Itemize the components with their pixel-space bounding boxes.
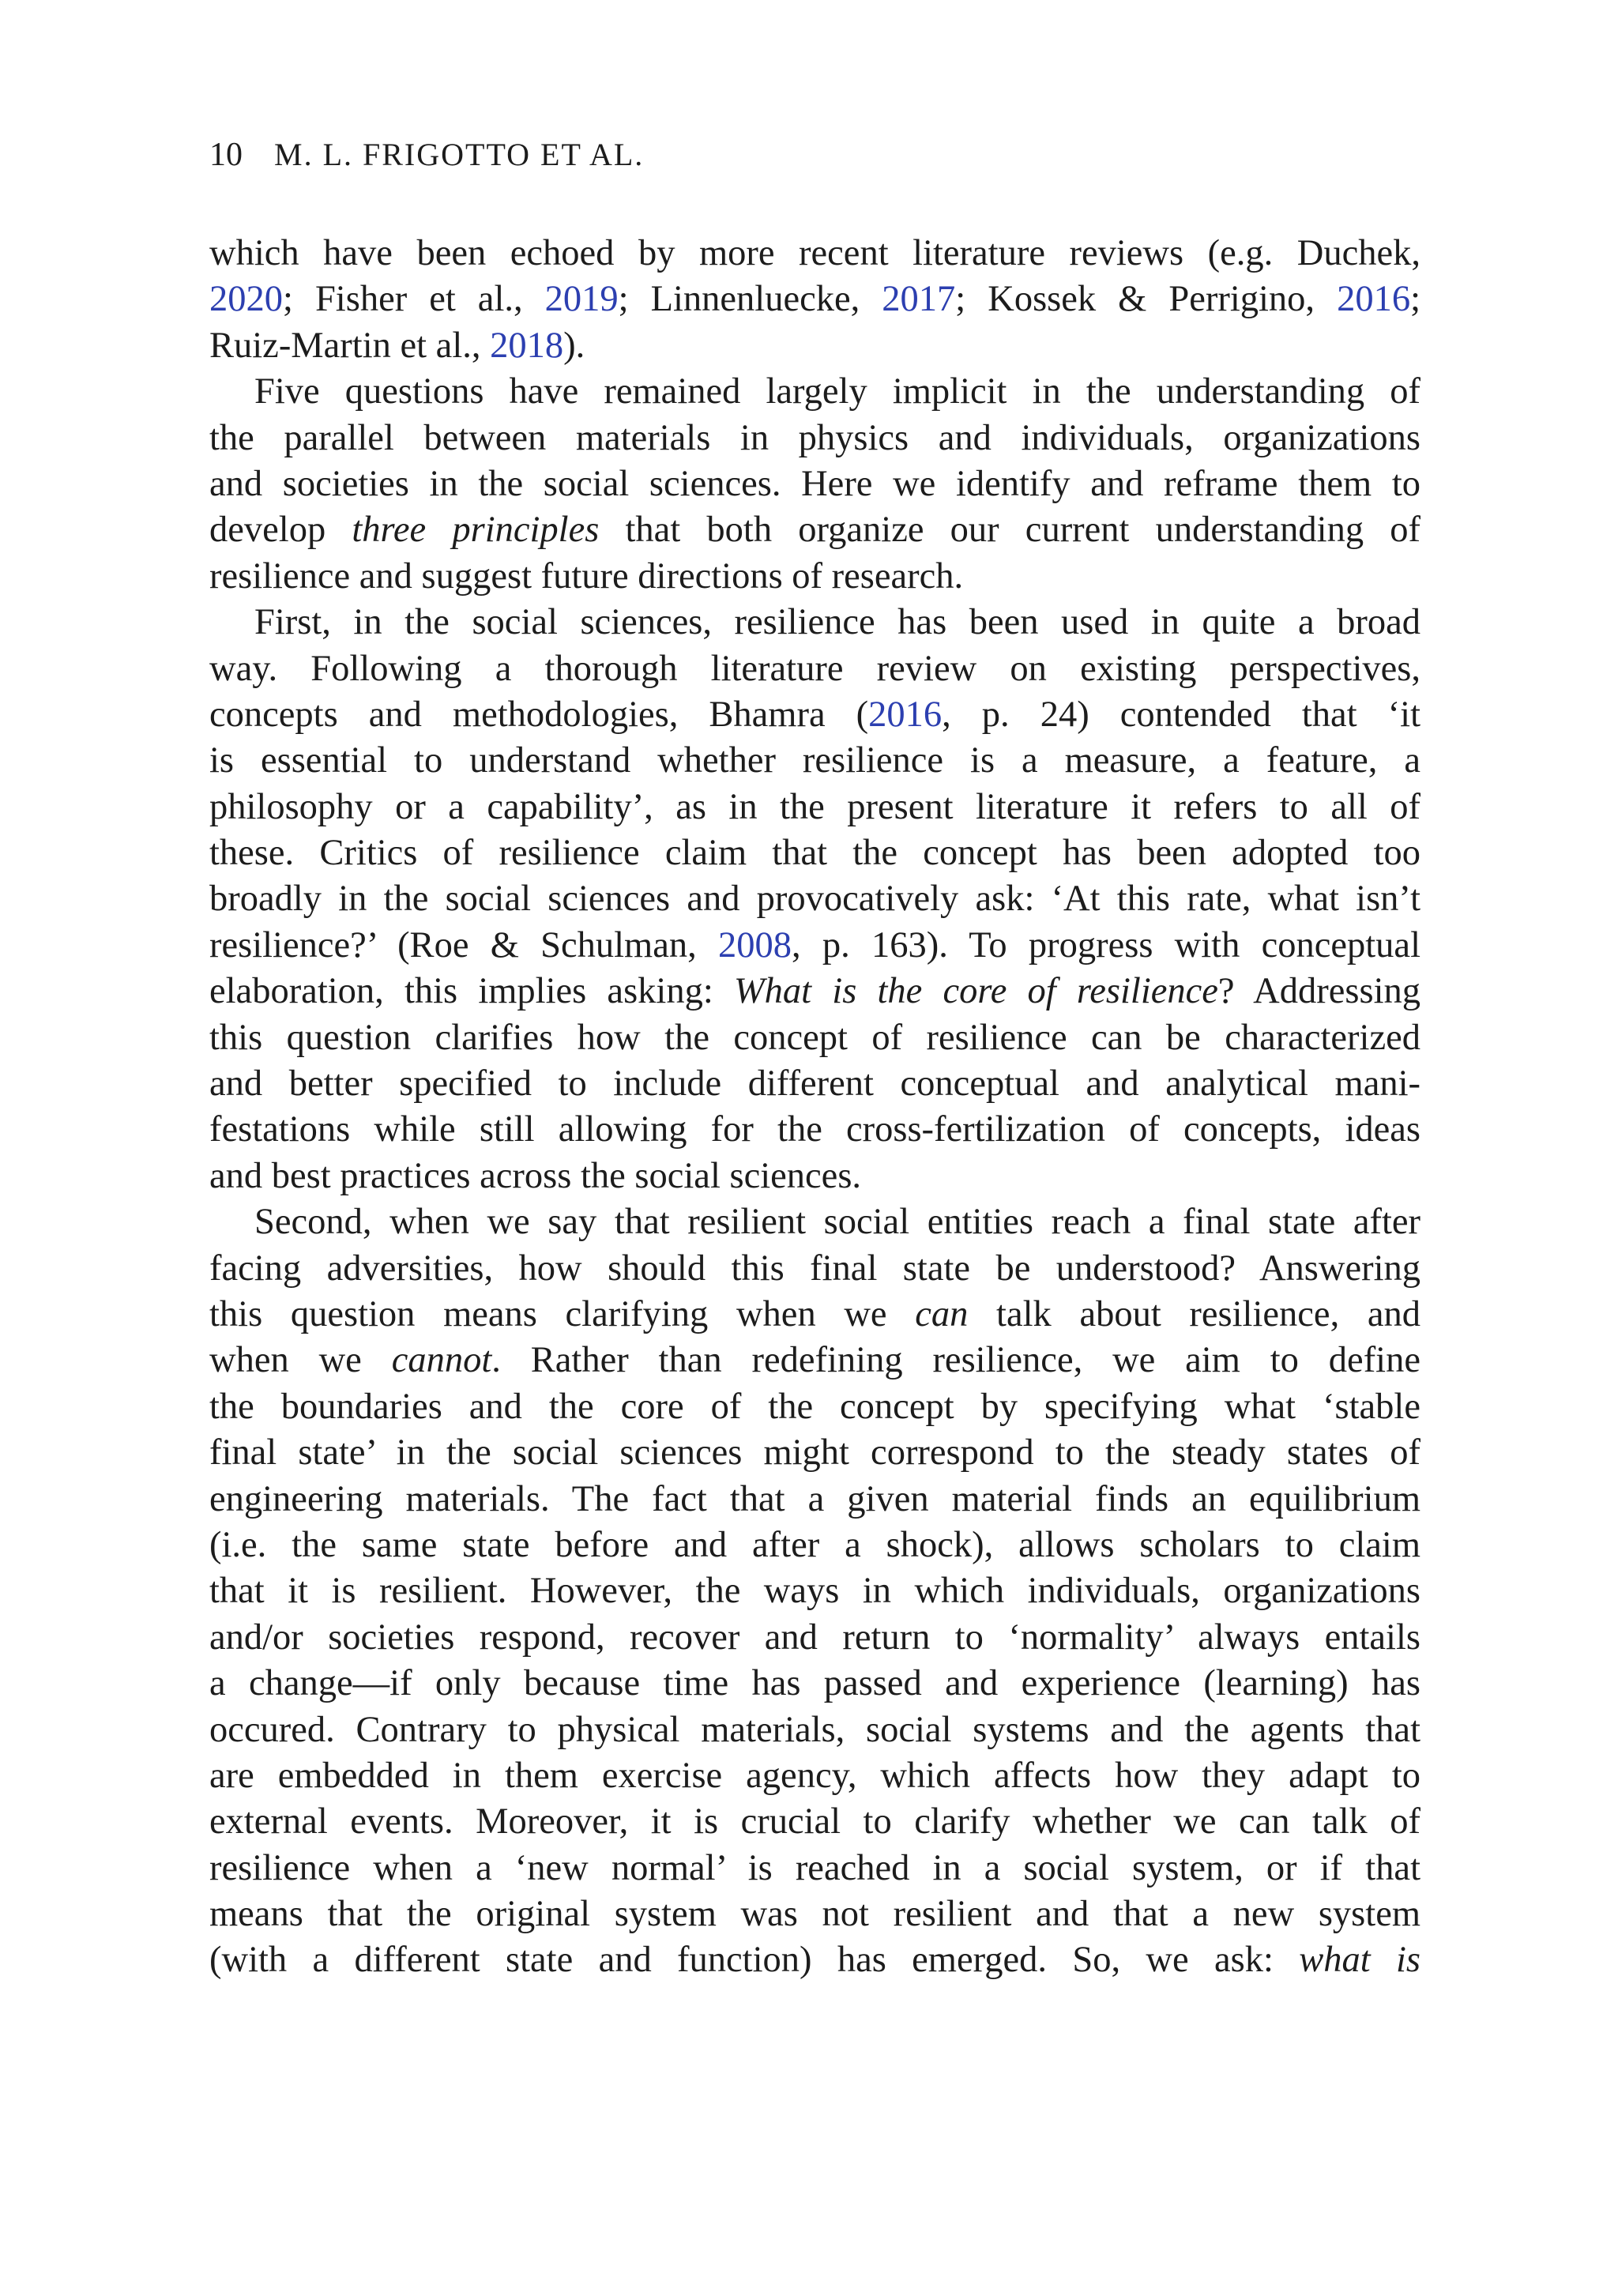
text-line: Second, when we say that resilient social entities reach a final state after — [254, 1202, 1420, 1243]
text-run: elaboration, this implies asking: — [209, 971, 734, 1012]
text-line: (i.e. the same state before and after a shock), allows scholars to claim — [209, 1524, 1420, 1565]
text-line: Five questions have remained largely implicit in the understanding of — [254, 371, 1420, 412]
text-line: these. Critics of resilience claim that the concept has been adopted too — [209, 833, 1420, 874]
citation-link[interactable]: 2008 — [717, 924, 792, 965]
text-line: which have been echoed by more recent literature reviews (e.g. Duchek, — [209, 233, 1420, 273]
text-line: festations while still allowing for the cross-fertilization of concepts, ideas — [209, 1109, 1420, 1150]
text-line — [209, 969, 1420, 1014]
text-line: philosophy or a capability’, as in the present literature it refers to all of — [209, 786, 1420, 827]
text-line: that it is resilient. However, the ways in which individuals, organizations — [209, 1571, 1420, 1612]
paragraph-4 — [209, 1199, 1420, 1984]
text-line — [209, 692, 1420, 738]
text-line: is essential to understand whether resilience is a measure, a feature, a — [209, 740, 1420, 781]
citation-link[interactable]: 2020 — [209, 279, 283, 320]
text-run: ; Kossek & Perrigino, — [955, 279, 1338, 320]
text-line: way. Following a thorough literature review on existing perspectives, — [209, 648, 1420, 689]
emphasis: can — [915, 1293, 969, 1334]
running-head — [209, 133, 644, 177]
text-line: and societies in the social sciences. Here we identify and reframe them to — [209, 463, 1420, 504]
text-line: facing adversities, how should this final state be understood? Answering — [209, 1248, 1420, 1289]
emphasis: cannot — [391, 1340, 492, 1381]
text-line: the parallel between materials in physics and individuals, organizations — [209, 417, 1420, 458]
text-run: Ruiz-Martin et al., — [209, 325, 491, 366]
text-line — [209, 1292, 1420, 1338]
text-line: this question clarifies how the concept of resilience can be characterized — [209, 1017, 1420, 1058]
text-run: that both organize our current understanding of — [599, 510, 1420, 551]
text-line: occured. Contrary to physical materials, social systems and the agents that — [209, 1709, 1420, 1750]
text-run: when we — [209, 1340, 392, 1381]
text-line: resilience when a ‘new normal’ is reached in a social system, or if that — [209, 1847, 1420, 1888]
citation-link[interactable]: 2016 — [868, 694, 943, 735]
text-line: a change—if only because time has passed and experience (learning) has — [209, 1663, 1420, 1704]
text-run: ? Addressing — [1217, 971, 1420, 1012]
text-run: ; Linnenluecke, — [618, 279, 882, 320]
text-line: First, in the social sciences, resilience has been used in quite a broad — [254, 602, 1420, 643]
paragraph-3 — [209, 600, 1420, 1199]
text-run: , p. 163). To progress with conceptual — [791, 924, 1420, 965]
text-run: ; — [1410, 279, 1421, 320]
text-line: are embedded in them exercise agency, which affects how they adapt to — [209, 1755, 1420, 1796]
text-line: and best practices across the social sciences. — [209, 1155, 862, 1196]
citation-link[interactable]: 2016 — [1337, 279, 1411, 320]
emphasis: three principles — [352, 510, 600, 551]
text-run: concepts and methodologies, Bhamra ( — [209, 694, 869, 735]
paragraph-1 — [209, 231, 1420, 369]
body-text — [209, 231, 1420, 1984]
text-line: resilience and suggest future directions of research. — [209, 555, 964, 597]
text-run: ; Fisher et al., — [283, 279, 545, 320]
text-run: talk about resilience, and — [968, 1293, 1420, 1334]
text-line — [209, 277, 1420, 322]
citation-link[interactable]: 2017 — [882, 279, 956, 320]
emphasis: what is — [1299, 1940, 1420, 1981]
text-line — [209, 323, 1420, 369]
text-line: external events. Moreover, it is crucial to clarify whether we can talk of — [209, 1801, 1420, 1842]
text-line: means that the original system was not resilient and that a new system — [209, 1894, 1420, 1935]
page-number: 10 — [209, 137, 243, 173]
text-run: ). — [563, 325, 585, 366]
text-run: (with a different state and function) has emerged. So, we ask: — [209, 1940, 1300, 1981]
citation-link[interactable]: 2019 — [544, 279, 619, 320]
text-line — [209, 1338, 1420, 1383]
emphasis: What is the core of resilience — [733, 971, 1218, 1012]
text-line: final state’ in the social sciences might correspond to the steady states of — [209, 1432, 1420, 1474]
text-line: the boundaries and the core of the concept by specifying what ‘stable — [209, 1386, 1420, 1427]
text-line — [209, 923, 1420, 969]
text-line: and/or societies respond, recover and return to ‘normality’ always entails — [209, 1617, 1420, 1658]
paragraph-2 — [209, 369, 1420, 600]
text-run: this question means clarifying when we — [209, 1293, 916, 1334]
running-title: M. L. FRIGOTTO ET AL. — [274, 137, 645, 172]
text-line: and better specified to include different conceptual and analytical mani- — [209, 1063, 1420, 1105]
text-line — [209, 1937, 1420, 1983]
text-run: , p. 24) contended that ‘it — [942, 694, 1420, 735]
text-run: develop — [209, 510, 352, 551]
text-run: resilience?’ (Roe & Schulman, — [209, 924, 718, 965]
text-line — [209, 507, 1420, 553]
citation-link[interactable]: 2018 — [490, 325, 564, 366]
text-line: broadly in the social sciences and provocatively ask: ‘At this rate, what isn’t — [209, 879, 1420, 920]
text-line: engineering materials. The fact that a given material finds an equilibrium — [209, 1478, 1420, 1519]
text-run: . Rather than redefining resilience, we aim to define — [491, 1340, 1420, 1381]
